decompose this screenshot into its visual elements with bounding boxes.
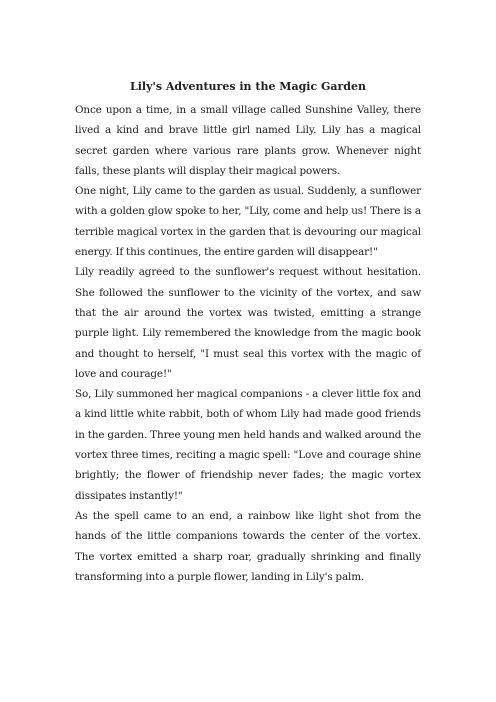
paragraph-1: Once upon a time, in a small village called Sunshine Valley, there lived a kind and brave little girl named Lily. Lily has a magical secret garden where various rare plants grow. Whenever night falls, these plants will display their magical powers. — [75, 104, 421, 177]
paragraph-3: Lily readily agreed to the sunflower's request without hesitation. She followed the sunflower to the vicinity of the vortex, and saw that the air around the vortex was twisted, emitting a strange purple light. Lily remembered the knowledge from the magic book and thought to herself, "I must seal this vortex with the magic of love and courage!" — [75, 266, 421, 380]
paragraph-2: One night, Lily came to the garden as usual. Suddenly, a sunflower with a golden glow spoke to her, "Lily, come and help us! There is a terrible magical vortex in the garden that is devouring our magical energy. If this continues, the entire garden will disappear!" — [75, 185, 421, 259]
document-title: Lily's Adventures in the Magic Garden — [129, 80, 366, 93]
document-body — [75, 80, 421, 587]
paragraph-5: As the spell came to an end, a rainbow like light shot from the hands of the little companions towards the center of the vortex. The vortex emitted a sharp roar, gradually shrinking and finally transforming into a purple flower, landing in Lily's palm. — [75, 509, 421, 583]
paragraph-4: So, Lily summoned her magical companions - a clever little fox and a kind little white rabbit, both of whom Lily had made good friends in the garden. Three young men held hands and walked around the vortex three times, reciting a magic spell: "Love and courage shine brightly; the flower of friendship never fades; the magic vortex dissipates instantly!" — [75, 388, 421, 502]
